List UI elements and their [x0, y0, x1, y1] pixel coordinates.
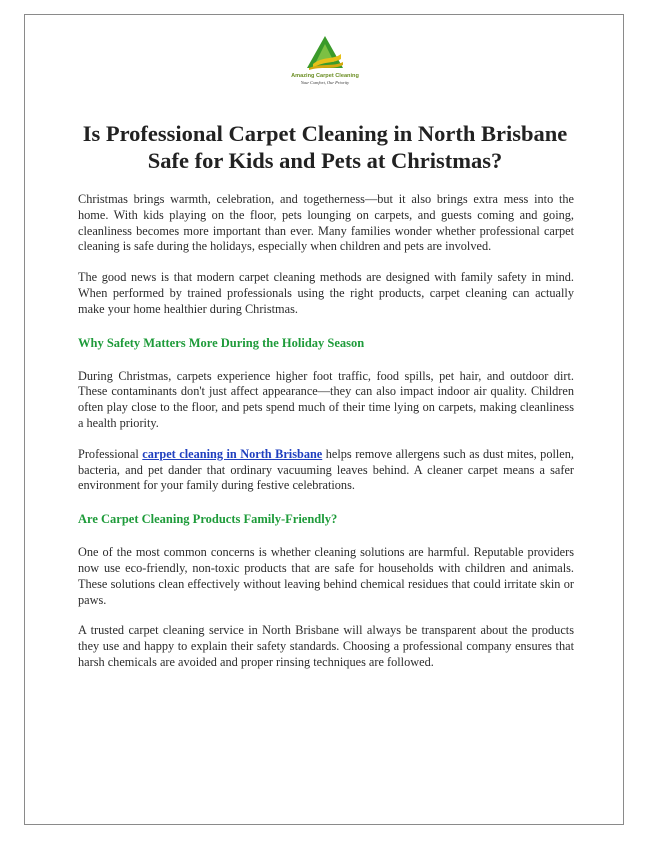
paragraph-text-before-link: Professional: [78, 446, 143, 461]
products-paragraph-1: One of the most common concerns is whether cleaning solutions are harmful. Reputable providers now use eco-friendly, non-toxic products that are safe for households with children and animals. These solutions clean effectively without leaving behind chemical residues that could irritate skin or paws.: [78, 545, 574, 607]
safety-paragraph-2: [78, 447, 574, 494]
section-heading-safety: Why Safety Matters More During the Holiday Season: [78, 335, 365, 350]
intro-paragraph-1: Christmas brings warmth, celebration, and togetherness—but it also brings extra mess into the home. With kids playing on the floor, pets lounging on carpets, and guests coming and going, cleanliness becomes more important than ever. Many families wonder whether professional carpet cleaning is safe during the holidays, especially when children and pets are involved.: [78, 192, 574, 254]
logo-name: Amazing Carpet Cleaning: [291, 73, 359, 79]
intro-paragraph-2: The good news is that modern carpet cleaning methods are designed with family safety in mind. When performed by trained professionals using the right products, carpet cleaning can actually make your home healthier during Christmas.: [78, 270, 574, 316]
section-heading-products: Are Carpet Cleaning Products Family-Friendly?: [78, 512, 338, 527]
carpet-cleaning-north-brisbane-link[interactable]: carpet cleaning in North Brisbane: [142, 446, 323, 461]
products-paragraph-2: A trusted carpet cleaning service in North Brisbane will always be transparent about the products they use and happy to explain their safety standards. Choosing a professional company ensures that harsh chemicals are avoided and proper rinsing techniques are followed.: [78, 623, 574, 669]
article-body: [78, 192, 574, 671]
logo-tagline: Your Comfort, Our Priority: [300, 80, 350, 85]
safety-paragraph-1: During Christmas, carpets experience higher foot traffic, food spills, pet hair, and outdoor dirt. These contaminants don't just affect appearance—they can also impact indoor air quality. Children often play close to the floor, and pets spend much of their time lying on carpets, making cleanliness a health priority.: [78, 368, 574, 430]
logo-triangle-icon: [303, 34, 347, 72]
paragraph-text-after-link: helps remove allergens such as dust mites, pollen, bacteria, and pet dander that ordinary vacuuming leaves behind. A cleaner carpet means a safer environment for your family during festive celebrations.: [78, 446, 574, 493]
page-title: Is Professional Carpet Cleaning in North Brisbane Safe for Kids and Pets at Christmas?: [82, 121, 568, 173]
company-logo: [278, 34, 372, 90]
